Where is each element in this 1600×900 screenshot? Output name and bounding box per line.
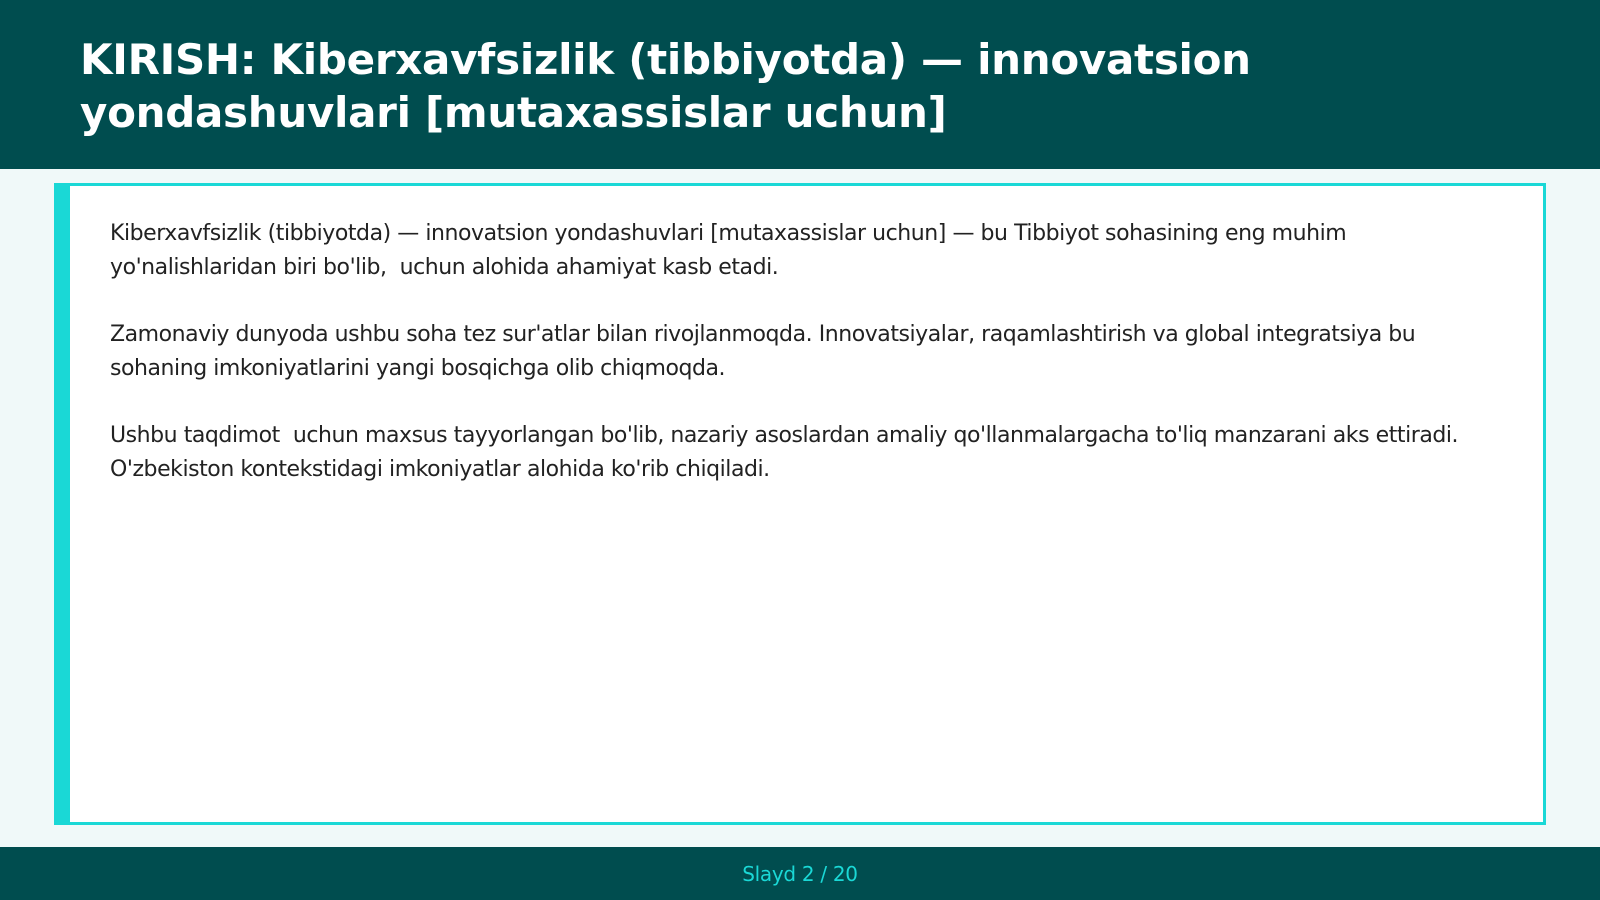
content-box bbox=[54, 183, 1546, 825]
paragraph-modern-world: Zamonaviy dunyoda ushbu soha tez sur'atlar bilan rivojlanmoqda. Innovatsiyalar, raqamlashtirish va global integratsiya bu sohaning imkoniyatlarini yangi bosqichga olib chiqmoqda. bbox=[110, 322, 1422, 381]
slide-footer bbox=[0, 847, 1600, 900]
slide-title: KIRISH: Kiberxavfsizlik (tibbiyotda) — innovatsion yondashuvlari [mutaxassislar uchun] bbox=[80, 35, 1251, 137]
paragraph-presentation-scope: Ushbu taqdimot uchun maxsus tayyorlangan bo'lib, nazariy asoslardan amaliy qo'llanmalargacha to'liq manzarani aks ettiradi. O'zbekiston kontekstidagi imkoniyatlar alohida ko'rib chiqiladi. bbox=[110, 423, 1465, 482]
paragraph-intro: Kiberxavfsizlik (tibbiyotda) — innovatsion yondashuvlari [mutaxassislar uchun] — bu Tibbiyot sohasining eng muhim yo'nalishlaridan biri bo'lib, uchun alohida ahamiyat kasb etadi. bbox=[110, 221, 1353, 280]
slide-number: Slayd 2 / 20 bbox=[742, 861, 858, 886]
slide-header bbox=[0, 0, 1600, 169]
